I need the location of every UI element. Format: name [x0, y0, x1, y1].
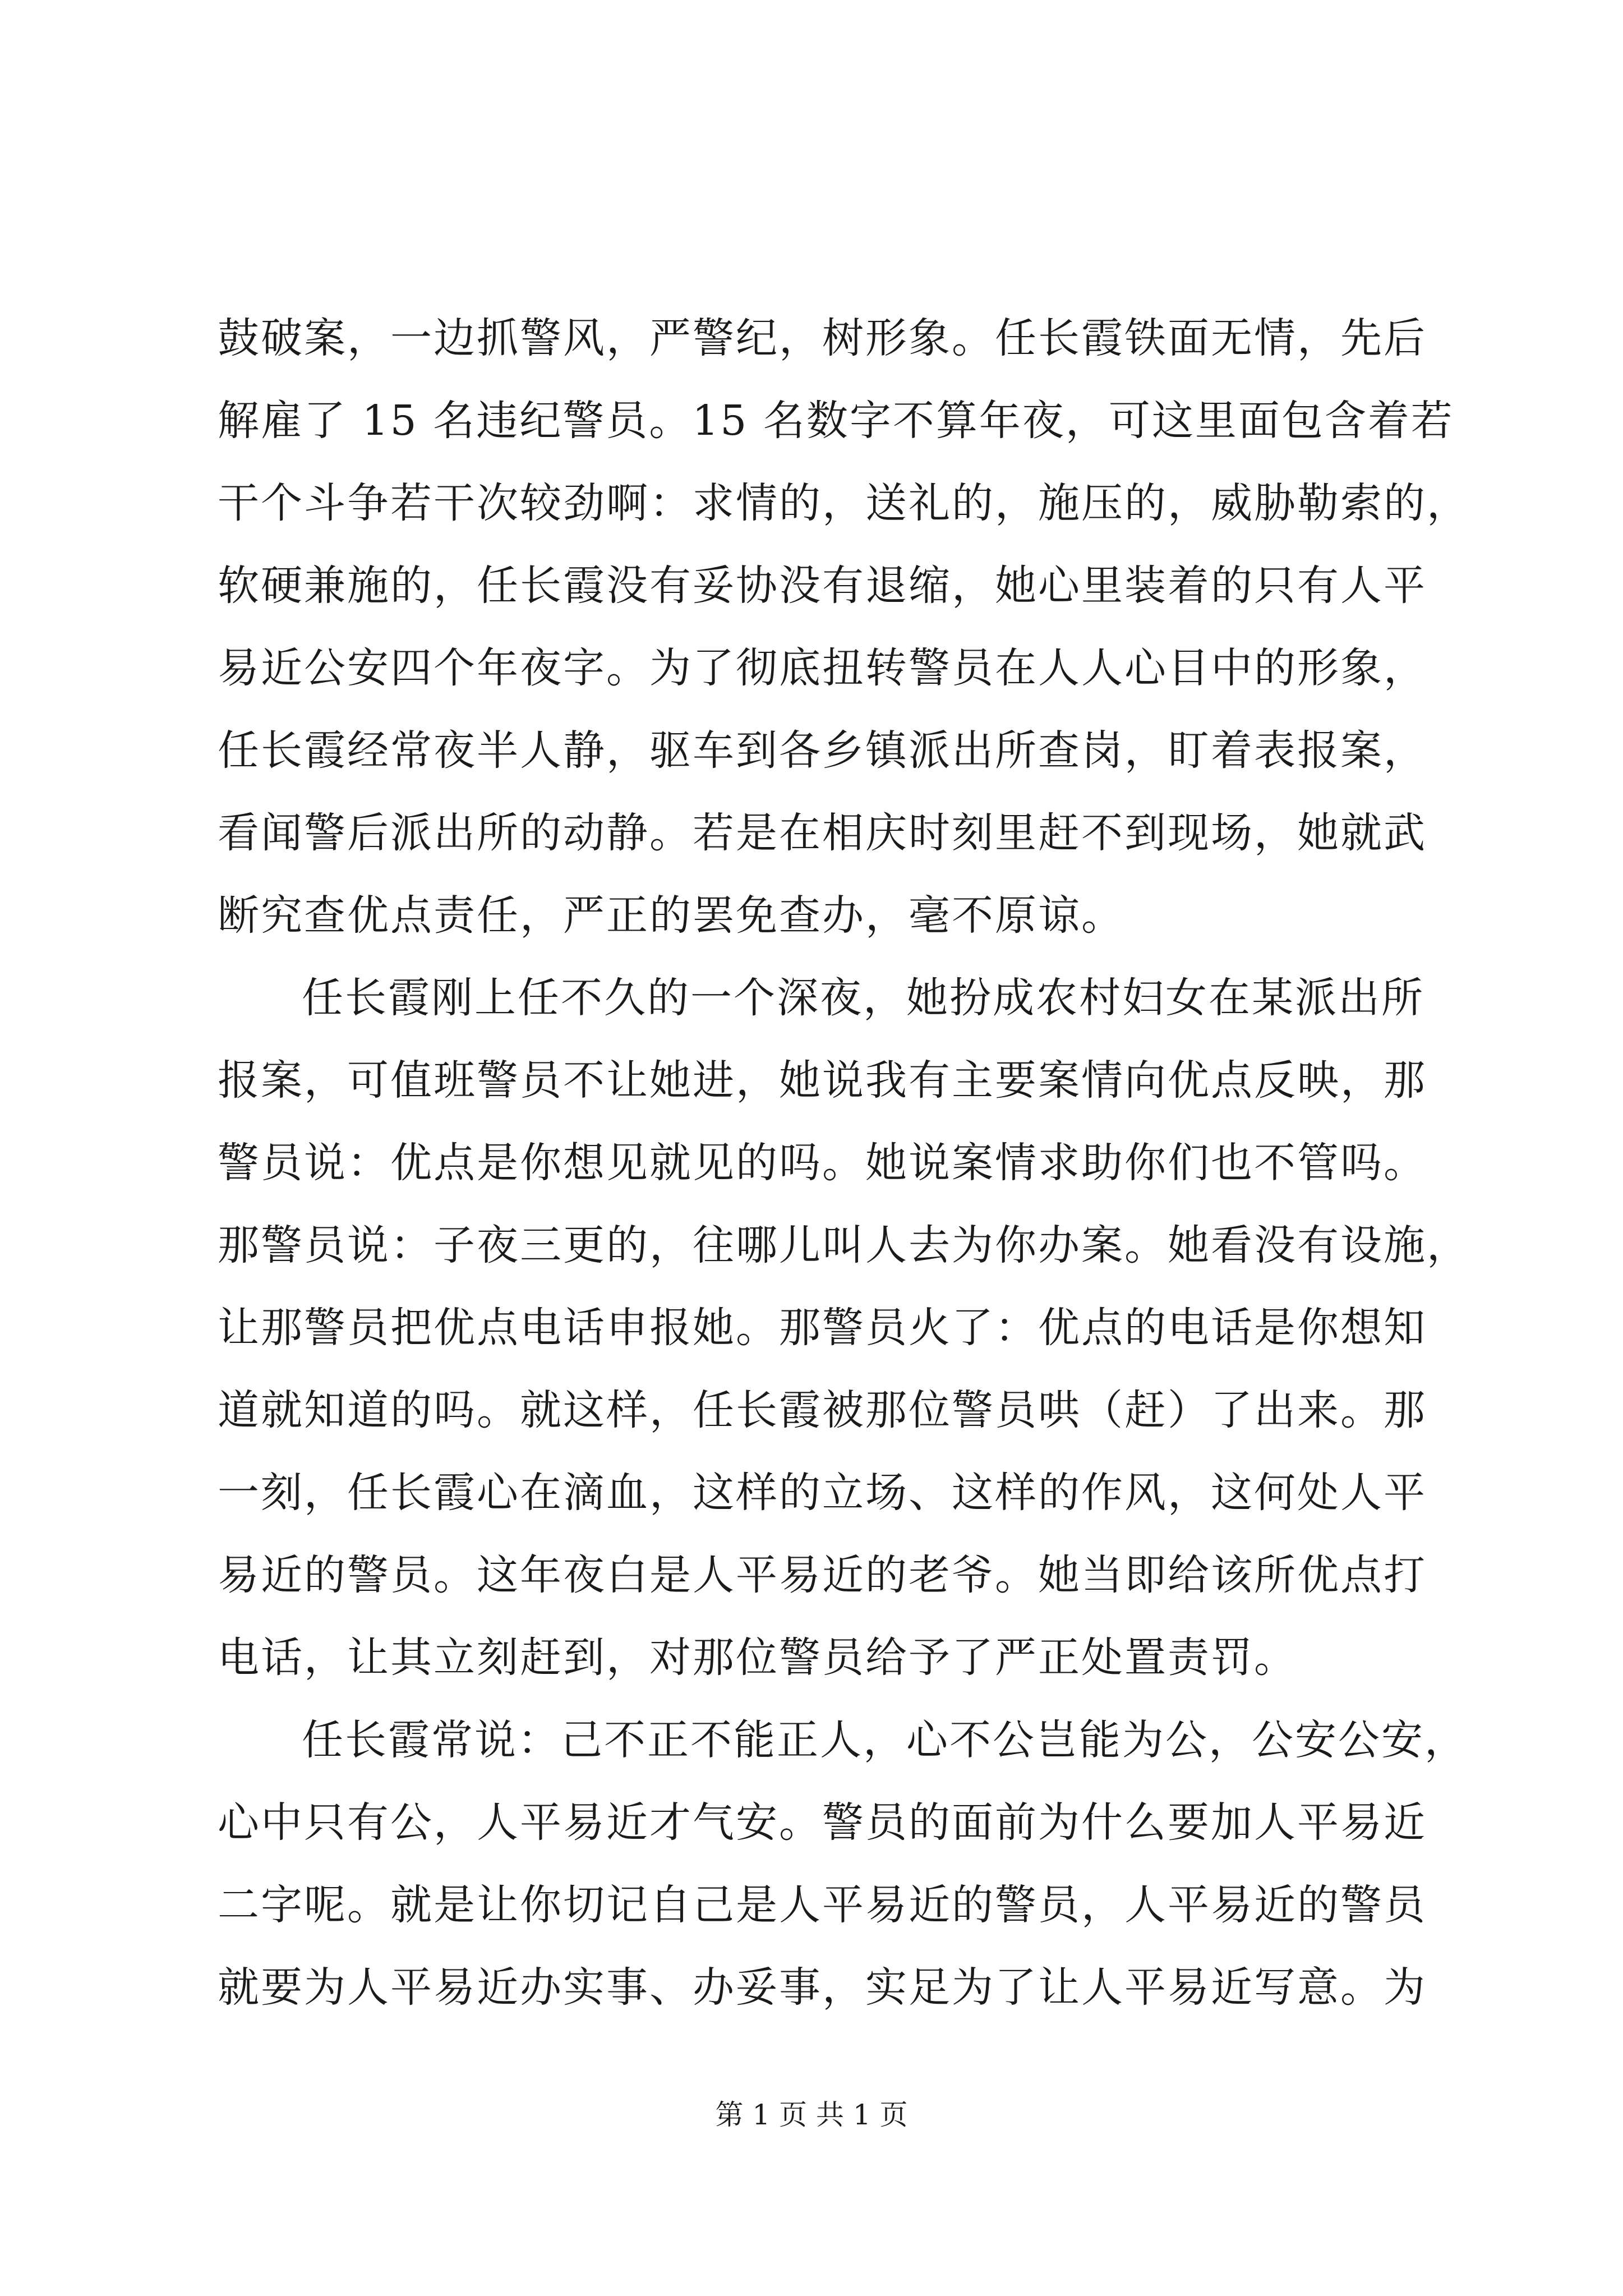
text-line: 任长霞经常夜半人静，驱车到各乡镇派出所查岗，盯着表报案，: [218, 726, 1427, 775]
text-line: 软硬兼施的，任长霞没有妥协没有退缩，她心里装着的只有人平: [218, 562, 1427, 610]
text-line: 鼓破案，一边抓警风，严警纪，树形象。任长霞铁面无情，先后: [218, 314, 1427, 362]
text-line: 断究查优点责任，严正的罢免查办，毫不原谅。: [218, 891, 1124, 940]
text-line: 就要为人平易近办实事、办妥事，实足为了让人平易近写意。为: [218, 1963, 1427, 2012]
text-line: 看闻警后派出所的动静。若是在相庆时刻里赶不到现场，她就武: [218, 809, 1427, 857]
text-line: 二字呢。就是让你切记自己是人平易近的警员，人平易近的警员: [218, 1881, 1427, 1929]
text-line: 警员说：优点是你想见就见的吗。她说案情求助你们也不管吗。: [218, 1139, 1427, 1187]
page-number-label: 第 1 页 共 1 页: [715, 2099, 908, 2131]
text-line: 让那警员把优点电话申报她。那警员火了：优点的电话是你想知: [218, 1304, 1427, 1352]
text-line: 一刻，任长霞心在滴血，这样的立场、这样的作风，这何处人平: [218, 1469, 1427, 1517]
paragraph-start-line: 任长霞刚上任不久的一个深夜，她扮成农村妇女在某派出所: [302, 974, 1424, 1022]
paragraph-start-line: 任长霞常说：己不正不能正人，心不公岂能为公，公安公安，: [302, 1716, 1468, 1764]
text-line: 干个斗争若干次较劲啊：求情的，送礼的，施压的，威胁勒索的，: [218, 479, 1470, 527]
text-line: 电话，让其立刻赶到，对那位警员给予了严正处置责罚。: [218, 1634, 1297, 1682]
text-line: 那警员说：子夜三更的，往哪儿叫人去为你办案。她看没有设施，: [218, 1221, 1470, 1269]
text-line: 解雇了 15 名违纪警员。15 名数字不算年夜，可这里面包含着若: [218, 397, 1454, 445]
text-line: 报案，可值班警员不让她进，她说我有主要案情向优点反映，那: [218, 1056, 1427, 1105]
text-line: 易近的警员。这年夜白是人平易近的老爷。她当即给该所优点打: [218, 1551, 1427, 1599]
text-line: 道就知道的吗。就这样，任长霞被那位警员哄（赶）了出来。那: [218, 1386, 1427, 1434]
page-footer: [0, 2095, 1623, 2134]
text-line: 心中只有公，人平易近才气安。警员的面前为什么要加人平易近: [218, 1798, 1427, 1847]
text-line: 易近公安四个年夜字。为了彻底扭转警员在人人心目中的形象，: [218, 644, 1427, 692]
body-text: [218, 297, 1479, 2029]
